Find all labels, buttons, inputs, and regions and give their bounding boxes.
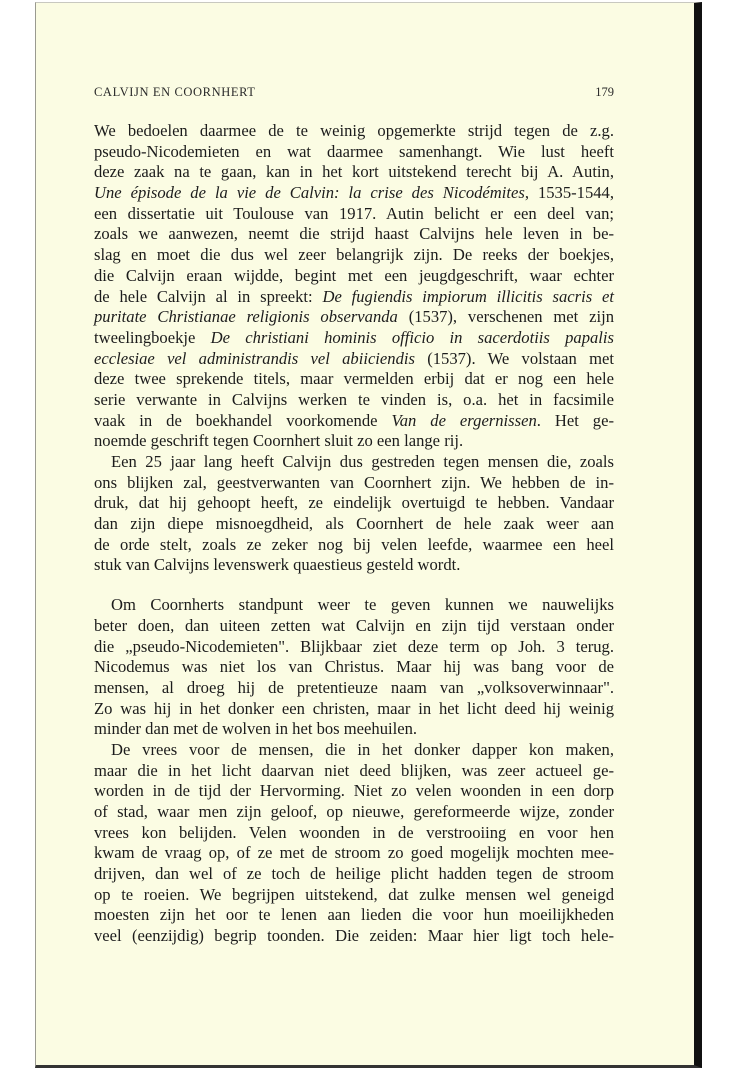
text-line bbox=[94, 555, 614, 576]
paragraph bbox=[94, 121, 614, 452]
italic-title-segment: puritate Christianae religionis observanda bbox=[94, 307, 398, 327]
text-line bbox=[94, 287, 614, 308]
text-line bbox=[94, 637, 614, 658]
text-line bbox=[94, 142, 614, 163]
text-segment: maar die in het licht daarvan niet deed blijken, was zeer actueel ge- bbox=[94, 760, 614, 780]
text-segment: , 1535-1544, bbox=[524, 183, 614, 203]
text-line bbox=[94, 699, 614, 720]
text-line bbox=[94, 535, 614, 556]
paragraph bbox=[94, 595, 614, 740]
text-segment: minder dan met de wolven in het bos meehuilen. bbox=[94, 719, 418, 739]
text-segment: drijven, dan wel of ze toch de heilige plicht hadden tegen de stroom bbox=[94, 864, 614, 884]
text-segment: op te roeien. We begrijpen uitstekend, dat zulke mensen wel geneigd bbox=[94, 884, 614, 904]
book-page bbox=[35, 2, 702, 1068]
running-title: CALVIJN EN COORNHERT bbox=[94, 85, 256, 99]
running-header bbox=[94, 85, 614, 100]
text-segment: (1537). We volstaan met bbox=[414, 348, 614, 368]
text-segment: mensen, al droeg hij de pretentieuze naam van „volksoverwinnaar". bbox=[94, 677, 614, 697]
text-segment: Om Coornherts standpunt weer te geven kunnen we nauwelijks bbox=[111, 595, 614, 615]
text-segment: . Het ge- bbox=[536, 410, 614, 430]
text-segment: pseudo-Nicodemieten en wat daarmee samenhangt. Wie lust heeft bbox=[94, 141, 614, 161]
text-line bbox=[94, 328, 614, 349]
text-segment: noemde geschrift tegen Coornhert sluit zo een lange rij. bbox=[94, 431, 464, 451]
italic-title-segment: Van de ergernissen bbox=[391, 410, 537, 430]
text-segment: slag en moet die dus wel zeer belangrijk zijn. De reeks der boekjes, bbox=[94, 245, 614, 265]
text-line bbox=[94, 307, 614, 328]
text-line bbox=[94, 493, 614, 514]
italic-title-segment: De christiani hominis officio in sacerdotiis papalis bbox=[210, 327, 614, 347]
text-segment: Nicodemus was niet los van Christus. Maar hij was bang voor de bbox=[94, 657, 614, 677]
text-segment: tweelingboekje bbox=[94, 327, 211, 347]
text-segment: die Calvijn eraan wijdde, begint met een jeugdgeschrift, waar echter bbox=[94, 265, 614, 285]
text-segment: deze twee sprekende titels, maar vermelden erbij dat er nog een hele bbox=[94, 369, 614, 389]
text-line bbox=[94, 369, 614, 390]
text-line bbox=[94, 514, 614, 535]
text-segment: veel (eenzijdig) begrip toonden. Die zeiden: Maar hier ligt toch hele- bbox=[94, 926, 614, 946]
body-text bbox=[94, 121, 614, 947]
text-segment: kwam de vraag op, of ze met de stroom zo goed mogelijk mochten mee- bbox=[94, 843, 614, 863]
text-segment: vaak in de boekhandel voorkomende bbox=[94, 410, 392, 430]
text-segment: serie verwante in Calvijns werken te vinden is, o.a. het in facsimile bbox=[94, 389, 614, 409]
text-line bbox=[94, 245, 614, 266]
paragraph bbox=[94, 452, 614, 576]
text-line bbox=[94, 864, 614, 885]
text-segment: zoals we aanwezen, neemt die strijd haast Calvijns hele leven in be- bbox=[94, 224, 614, 244]
italic-title-segment: ecclesiae vel administrandis vel abiiciendis bbox=[94, 348, 415, 368]
text-line bbox=[94, 473, 614, 494]
text-line bbox=[94, 802, 614, 823]
text-line bbox=[94, 740, 614, 761]
text-segment: beter doen, dan uiteen zetten wat Calvijn en zijn tijd verstaan onder bbox=[94, 615, 614, 635]
text-segment: een dissertatie uit Toulouse van 1917. Autin belicht er een deel van; bbox=[94, 203, 614, 223]
text-segment: ons blijken zal, geestverwanten van Coornhert zijn. We hebben de in- bbox=[94, 472, 614, 492]
text-line bbox=[94, 616, 614, 637]
text-line bbox=[94, 452, 614, 473]
text-line bbox=[94, 204, 614, 225]
text-segment: of stad, waar men zijn geloof, op nieuwe, gereformeerde wijze, zonder bbox=[94, 802, 614, 821]
text-line bbox=[94, 183, 614, 204]
text-line bbox=[94, 121, 614, 142]
text-segment: Zo was hij in het donker een christen, maar in het licht deed hij weinig bbox=[94, 698, 614, 718]
text-line bbox=[94, 162, 614, 183]
italic-title-segment: Une épisode de la vie de Calvin: la crise des Nicodémites bbox=[94, 183, 525, 203]
text-line bbox=[94, 431, 614, 452]
text-line bbox=[94, 781, 614, 802]
text-line bbox=[94, 678, 614, 699]
text-line bbox=[94, 266, 614, 287]
text-line bbox=[94, 926, 614, 947]
text-line bbox=[94, 823, 614, 844]
text-segment: de orde stelt, zoals ze zeker nog bij velen leefde, waarmee een heel bbox=[94, 534, 614, 554]
text-segment: druk, dat hij gehoopt heeft, ze eindelijk overtuigd te hebben. Vandaar bbox=[94, 493, 614, 513]
text-line bbox=[94, 657, 614, 678]
italic-title-segment: De fugiendis impiorum illicitis sacris et bbox=[322, 286, 614, 306]
text-segment: (1537), verschenen met zijn bbox=[397, 307, 614, 327]
text-segment: die „pseudo-Nicodemieten". Blijkbaar ziet deze term op Joh. 3 terug. bbox=[94, 636, 614, 656]
text-segment: de hele Calvijn al in spreekt: bbox=[94, 286, 323, 306]
text-segment: Een 25 jaar lang heeft Calvijn dus gestreden tegen mensen die, zoals bbox=[111, 452, 614, 471]
text-line bbox=[94, 905, 614, 926]
page-number: 179 bbox=[595, 85, 614, 99]
paragraph bbox=[94, 740, 614, 947]
text-segment: worden in de tijd der Hervorming. Niet zo velen woonden in een dorp bbox=[94, 781, 614, 801]
text-line bbox=[94, 411, 614, 432]
text-line bbox=[94, 595, 614, 616]
text-line bbox=[94, 843, 614, 864]
text-line bbox=[94, 349, 614, 370]
text-segment: dan zijn diepe misnoegdheid, als Coornhert de hele zaak weer aan bbox=[94, 514, 614, 534]
text-line bbox=[94, 761, 614, 782]
text-segment: De vrees voor de mensen, die in het donker dapper kon maken, bbox=[111, 739, 614, 759]
text-segment: deze zaak na te gaan, kan in het kort uitstekend terecht bij A. Autin, bbox=[94, 162, 614, 182]
text-line bbox=[94, 224, 614, 245]
text-segment: stuk van Calvijns levenswerk quaestieus gesteld wordt. bbox=[94, 555, 461, 575]
text-segment: We bedoelen daarmee de te weinig opgemerkte strijd tegen de z.g. bbox=[94, 121, 614, 140]
text-segment: moesten zijn het oor te lenen aan lieden die voor hun moeilijkheden bbox=[94, 905, 614, 925]
text-line bbox=[94, 719, 614, 740]
text-line bbox=[94, 885, 614, 906]
text-line bbox=[94, 390, 614, 411]
text-segment: vrees kon belijden. Velen woonden in de verstrooiing en voor hen bbox=[94, 822, 614, 842]
